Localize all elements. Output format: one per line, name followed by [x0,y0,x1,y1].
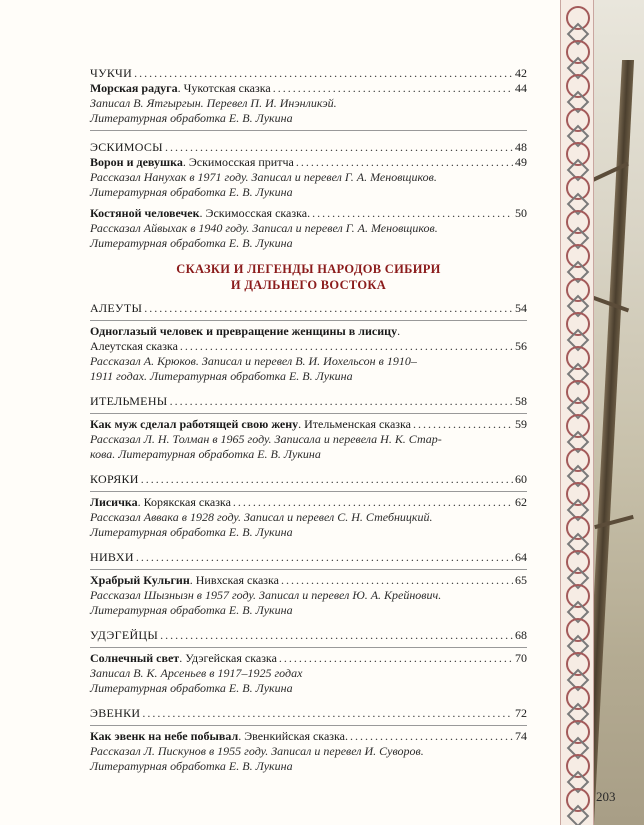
toc-entry-row[interactable] [90,729,527,744]
toc-people-row[interactable] [90,66,527,81]
divider [90,491,527,492]
people-heading: ЧУКЧИ [90,66,133,80]
tale-subtitle: . Корякская сказка [137,495,231,509]
section-title [90,261,527,293]
tale-subtitle: . Чукотская сказка [177,81,271,95]
dot-leader [142,706,513,721]
tale-note: Литературная обработка Е. В. Лукина [90,236,293,250]
page-ref: 42 [515,66,527,80]
tale-title: Храбрый Кульгин [90,573,190,587]
tale-note: кова. Литературная обработка Е. В. Лукина [90,447,321,461]
tale-title: Ворон и девушка [90,155,183,169]
page-ref: 72 [515,706,527,720]
people-heading: УДЭГЕЙЦЫ [90,628,159,642]
tale-note: Литературная обработка Е. В. Лукина [90,603,293,617]
dot-leader [273,81,513,96]
section-title-line: СКАЗКИ И ЛЕГЕНДЫ НАРОДОВ СИБИРИ [176,262,441,276]
tale-note: Записал В. К. Арсеньев в 1917–1925 годах [90,666,303,680]
toc-entry-row[interactable] [90,495,527,510]
page-ref: 68 [515,628,527,642]
tale-note: Рассказал Айвыхак в 1940 году. Записал и перевел Г. А. Меновщиков. [90,221,438,235]
dot-leader [170,394,513,409]
tale-subtitle: . Эвенкийская сказка. [238,729,348,743]
page-ref: 54 [515,301,527,315]
tale-title-tail: . [397,324,401,338]
dot-leader [296,155,513,170]
tale-note: Литературная обработка Е. В. Лукина [90,111,293,125]
tale-title: Костяной человечек [90,206,200,220]
page-ref: 65 [515,573,527,587]
people-heading: АЛЕУТЫ [90,301,143,315]
dot-leader [160,628,513,643]
toc-entry-row[interactable] [90,339,527,354]
toc-people-row[interactable] [90,628,527,643]
toc-entry-row[interactable] [90,417,527,432]
divider [90,130,527,131]
tale-subtitle: . Эскимосская притча [182,155,294,169]
tale-subtitle: . Нивхская сказка [189,573,280,587]
toc-entry-row[interactable] [90,81,527,96]
tale-note: Рассказал Л. Н. Толман в 1965 году. Записала и перевела Н. К. Стар- [90,432,442,446]
page-number: 203 [596,789,616,804]
tale-note: Рассказал Л. Пискунов в 1955 году. Записал и перевел И. Суворов. [90,744,424,758]
people-heading: ИТЕЛЬМЕНЫ [90,394,168,408]
tale-title: Одноглазый человек и превращение женщины в лисицу [90,324,398,338]
tale-note: Литературная обработка Е. В. Лукина [90,525,293,539]
tale-title: Морская радуга [90,81,178,95]
divider [90,320,527,321]
page-ref: 70 [515,651,527,665]
toc-people-row[interactable] [90,301,527,316]
table-of-contents [90,66,527,774]
toc-entry-row[interactable] [90,573,527,588]
tale-title: Лисичка [90,495,138,509]
page-ref: 49 [515,155,527,169]
page-ref: 44 [515,81,527,95]
tale-subtitle: . Эскимосская сказка. [199,206,311,220]
dot-leader [312,206,513,221]
dot-leader [144,301,513,316]
page-ref: 59 [515,417,527,431]
tale-note: Литературная обработка Е. В. Лукина [90,185,293,199]
tale-note: Рассказал Аввака в 1928 году. Записал и перевел С. Н. Стебницкий. [90,510,433,524]
page-ref: 50 [515,206,527,220]
tale-subtitle: Алеутская сказка [90,339,178,353]
tale-note: 1911 годах. Литературная обработка Е. В. Лукина [90,369,353,383]
toc-entry-row[interactable] [90,651,527,666]
section-title-line: И ДАЛЬНЕГО ВОСТОКА [230,278,387,292]
page-ref: 64 [515,550,527,564]
tale-note: Записал В. Ятгыргын. Перевел П. И. Инэнликэй. [90,96,337,110]
tale-note: Рассказал Шызнызн в 1957 году. Записал и перевел Ю. А. Крейнович. [90,588,442,602]
tale-subtitle: . Удэгейская сказка [179,651,277,665]
dot-leader [413,417,513,432]
toc-entry-row[interactable] [90,206,527,221]
page-ref: 62 [515,495,527,509]
divider [90,569,527,570]
divider [90,413,527,414]
people-heading: ЭСКИМОСЫ [90,140,163,154]
tale-note: Литературная обработка Е. В. Лукина [90,681,293,695]
people-heading: ЭВЕНКИ [90,706,141,720]
toc-people-row[interactable] [90,472,527,487]
page-ref: 58 [515,394,527,408]
dot-leader [136,550,513,565]
ornament-border [560,0,594,825]
dot-leader [233,495,513,510]
dot-leader [134,66,513,81]
tale-title: Как эвенк на небе побывал [90,729,239,743]
tale-title: Солнечный свет [90,651,180,665]
page-ref: 60 [515,472,527,486]
tale-subtitle: . Ительменская сказка [298,417,411,431]
dot-leader [165,140,513,155]
tale-note: Рассказал А. Крюков. Записал и перевел В. И. Иохельсон в 1910– [90,354,417,368]
people-heading: КОРЯКИ [90,472,139,486]
tale-note: Литературная обработка Е. В. Лукина [90,759,293,773]
page-ref: 56 [515,339,527,353]
divider [90,647,527,648]
toc-people-row[interactable] [90,550,527,565]
page-ref: 48 [515,140,527,154]
dot-leader [279,651,513,666]
dot-leader [350,729,513,744]
tale-title: Как муж сделал работящей свою жену [90,417,299,431]
toc-people-row[interactable] [90,706,527,721]
tale-note: Рассказал Нанухак в 1971 году. Записал и перевел Г. А. Меновщиков. [90,170,437,184]
toc-entry-row[interactable] [90,155,527,170]
page-ref: 74 [515,729,527,743]
dot-leader [281,573,513,588]
toc-people-row[interactable] [90,394,527,409]
dot-leader [180,339,513,354]
dot-leader [141,472,513,487]
people-heading: НИВХИ [90,550,134,564]
toc-entry-title-line[interactable] [90,324,527,339]
divider [90,725,527,726]
toc-people-row[interactable] [90,140,527,155]
